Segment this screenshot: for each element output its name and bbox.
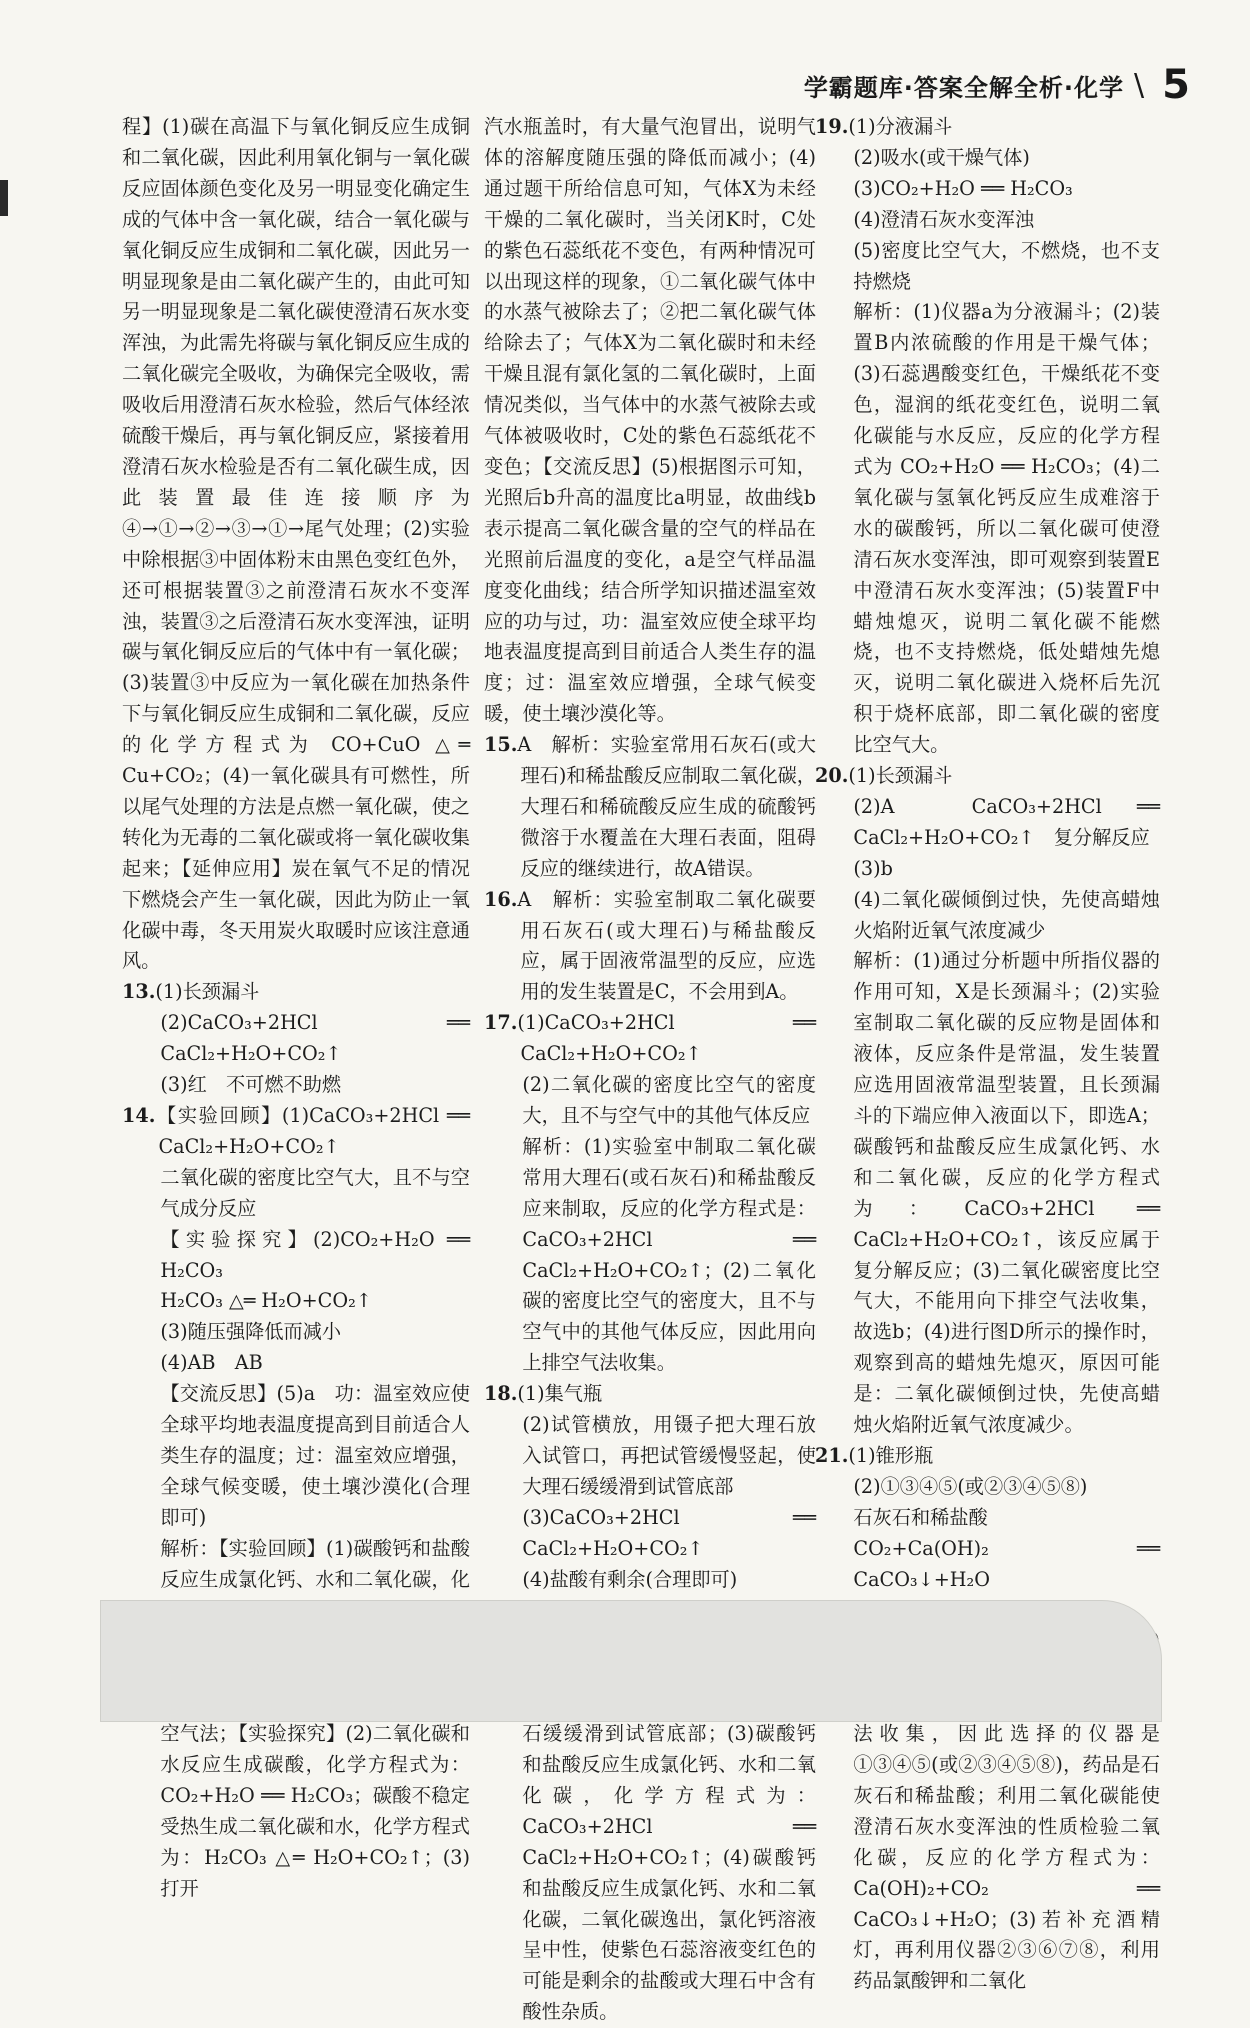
answer-text: (1)锥形瓶: [848, 1444, 933, 1467]
answer-item: [815, 143, 1160, 174]
answer-text: (2)二氧化碳的密度比空气的密度大，且不与空气中的其他气体反应: [522, 1073, 816, 1127]
answer-text: (3)CO₂+H₂O ══ H₂CO₃: [853, 177, 1072, 200]
answer-item: [484, 1410, 816, 1503]
answer-item: [122, 1317, 470, 1348]
answer-item: [122, 977, 470, 1008]
answer-text: (2)A CaCO₃+2HCl ══ CaCl₂+H₂O+CO₂↑ 复分解反应: [853, 795, 1160, 849]
answer-text: (3)b: [853, 857, 892, 880]
answer-text: (4)AB AB: [160, 1351, 262, 1374]
answer-text: (1)分液漏斗: [848, 115, 952, 138]
question-number: 20.: [815, 764, 848, 787]
answer-item: [815, 1534, 1160, 1596]
answer-item: [815, 1472, 1160, 1503]
answer-item: [122, 1070, 470, 1101]
answer-text: (2)①③④⑤(或②③④⑤⑧): [853, 1475, 1087, 1498]
answer-text: 汽水瓶盖时，有大量气泡冒出，说明气体的溶解度随压强的降低而减小；(4)通过题干所给信息可知，气体X为未经干燥的二氧化碳时，当关闭K时，C处的紫色石蕊纸花不变色，有两种情况可以出现这样的现象，①二氧化碳气体中的水蒸气被除去了；②把二氧化碳气体给除去了；气体X为二氧化碳时和未经干燥且混有氯化氢的二氧化碳时，上面情况类似，当气体中的水蒸气被除去或气体被吸收时，C处的紫色石蕊纸花不变色；【交流反思】(5)根据图示可知，光照后b升高的温度比a明显，故曲线b表示提高二氧化碳含量的空气的样品在光照前后温度的变化，a是空气样品温度变化曲线；结合所学知识描述温室效应的功与过，功：温室效应使全球平均地表温度提高到目前适合人类生存的温度；过：温室效应增强，全球气候变暖，使土壤沙漠化等。: [484, 115, 816, 725]
answer-text: A 解析：实验室制取二氧化碳要用石灰石(或大理石)与稀盐酸反应，属于固液常温型的反应，应选用的发生装置是C，不会用到A。: [517, 888, 816, 1004]
answer-text: (4)澄清石灰水变浑浊: [853, 208, 1034, 231]
answer-item: [122, 1286, 470, 1317]
question-number: 16.: [484, 888, 517, 911]
answer-column-2: [484, 112, 816, 2028]
answer-item: [815, 761, 1160, 792]
header-divider: \: [1134, 68, 1144, 103]
question-number: 19.: [815, 115, 848, 138]
answer-item: [815, 1503, 1160, 1534]
answer-text: CO₂+Ca(OH)₂ ══ CaCO₃↓+H₂O: [853, 1537, 1160, 1591]
answer-item: [815, 792, 1160, 854]
page-header: [804, 62, 1190, 108]
answer-text: 【实验回顾】(1)CaCO₃+2HCl ══ CaCl₂+H₂O+CO₂↑: [155, 1104, 470, 1158]
answer-text: (1)长颈漏斗: [848, 764, 952, 787]
question-number: 21.: [815, 1444, 848, 1467]
answer-text: (3)红 不可燃不助燃: [160, 1073, 341, 1096]
question-number: 14.: [122, 1104, 155, 1127]
answer-item: [484, 885, 816, 1009]
answer-text: (3)随压强降低而减小: [160, 1320, 341, 1343]
answer-item: [484, 1132, 816, 1379]
answer-text: (3)CaCO₃+2HCl ══ CaCl₂+H₂O+CO₂↑: [522, 1506, 816, 1560]
answer-item: [122, 1163, 470, 1225]
answer-item: [122, 112, 470, 977]
answer-item: [122, 1348, 470, 1379]
question-number: 15.: [484, 733, 517, 756]
header-title: 学霸题库·答案全解全析·化学: [804, 68, 1124, 103]
page-number: 5: [1162, 62, 1190, 108]
answer-text: 石缓缓滑到试管底部；(3)碳酸钙和盐酸反应生成氯化钙、水和二氧化碳，化学方程式为：CaCO₃+2HCl ══ CaCl₂+H₂O+CO₂↑；(4)碳酸钙和盐酸反应生成氯化钙、水和二氧化碳，二氧化碳逸出，氯化钙溶液呈中性，使紫色石蕊溶液变红色的可能是剩余的盐酸或大理石中含有酸性杂质。: [522, 1599, 816, 2024]
answer-item: [122, 1008, 470, 1070]
answer-text: 【交流反思】(5)a 功：温室效应使全球平均地表温度提高到目前适合人类生存的温度；过：温室效应增强，全球气候变暖，使土壤沙漠化(合理即可): [160, 1382, 470, 1529]
page-edge-mark: [0, 180, 8, 216]
answer-text: (1)集气瓶: [517, 1382, 602, 1405]
answer-item: [815, 236, 1160, 298]
answer-text: 【实验探究】(2)CO₂+H₂O ══ H₂CO₃: [160, 1228, 470, 1282]
answer-item: [484, 730, 816, 885]
answer-item: [484, 112, 816, 730]
answer-item: [815, 1441, 1160, 1472]
answer-text: (1)长颈漏斗: [155, 980, 259, 1003]
answer-text: 解析：(1)实验室中制取二氧化碳常用大理石(或石灰石)和稀盐酸反应来制取，反应的化学方程式是：CaCO₃+2HCl ══ CaCl₂+H₂O+CO₂↑；(2)二氧化碳的密度比空气的密度大，且不与空气中的其他气体反应，因此用向上排空气法收集。: [522, 1135, 816, 1374]
answer-text: 解析：(1)仪器a为分液漏斗；(2)装置B内浓硫酸的作用是干燥气体；(3)石蕊遇酸变红色，干燥纸花不变色，湿润的纸花变红色，说明二氧化碳能与水反应，反应的化学方程式为 CO₂+H₂O ══ H₂CO₃；(4)二氧化碳与氢氧化钙反应生成难溶于水的碳酸钙，所以二氧化碳可使澄清石灰水变浑浊，即可观察到装置E中澄清石灰水变浑浊；(5)装置F中蜡烛熄灭，说明二氧化碳不能燃烧，也不支持燃烧，低处蜡烛先熄灭，说明二氧化碳进入烧杯后先沉积于烧杯底部，即二氧化碳的密度比空气大。: [853, 300, 1160, 756]
footer-panel: [100, 1600, 1162, 1722]
answer-item: [484, 1008, 816, 1070]
answer-text: (2)试管横放，用镊子把大理石放入试管口，再把试管缓慢竖起，使大理石缓缓滑到试管底部: [522, 1413, 816, 1498]
answer-text: 程】(1)碳在高温下与氧化铜反应生成铜和二氧化碳，因此利用氧化铜与一氧化碳反应固体颜色变化及另一明显变化确定生成的气体中含一氧化碳，结合一氧化碳与氧化铜反应生成铜和二氧化碳，因此另一明显现象是由二氧化碳产生的，由此可知另一明显现象是二氧化碳使澄清石灰水变浑浊，为此需先将碳与氧化铜反应生成的二氧化碳完全吸收，为确保完全吸收，需吸收后用澄清石灰水检验，然后气体经浓硫酸干燥后，再与氧化铜反应，紧接着用澄清石灰水检验是否有二氧化碳生成，因此装置最佳连接顺序为④→①→②→③→①→尾气处理；(2)实验中除根据③中固体粉末由黑色变红色外，还可根据装置③之前澄清石灰水不变浑浊，装置③之后澄清石灰水变浑浊，证明碳与氧化铜反应后的气体中有一氧化碳；(3)装置③中反应为一氧化碳在加热条件下与氧化铜反应生成铜和二氧化碳，反应的化学方程式为 CO+CuO △═ Cu+CO₂；(4)一氧化碳具有可燃性，所以尾气处理的方法是点燃一氧化碳，使之转化为无毒的二氧化碳或将一氧化碳收集起来；【延伸应用】炭在氧气不足的情况下燃烧会产生一氧化碳，因此为防止一氧化碳中毒，冬天用炭火取暖时应该注意通风。: [122, 115, 470, 972]
answer-text: (2)吸水(或干燥气体): [853, 146, 1029, 169]
answer-text: 二氧化碳的密度比空气大，且不与空气成分反应: [160, 1166, 470, 1220]
answer-text: 解析：【实验回顾】(1)碳酸钙和盐酸反应生成氯化钙、水和二氧化碳，化 空气法；【实验探究】(2)二氧化碳和水反应生成碳酸，化学方程式为：CO₂+H₂O ══ H₂CO₃；碳酸不稳定受热生成二氧化碳和水，化学方程式为：H₂CO₃ △═ H₂O+CO₂↑；(3)打开: [160, 1537, 470, 1900]
answer-text: 石灰石和稀盐酸: [853, 1506, 987, 1529]
answer-text: H₂CO₃ △═ H₂O+CO₂↑: [160, 1289, 371, 1312]
answer-text: (4)二氧化碳倾倒过快，先使高蜡烛火焰附近氧气浓度减少: [853, 888, 1160, 942]
answer-text: A 解析：实验室常用石灰石(或大理石)和稀盐酸反应制取二氧化碳，大理石和稀硫酸反应生成的硫酸钙微溶于水覆盖在大理石表面，阻碍反应的继续进行，故A错误。: [517, 733, 816, 880]
answer-text: (2)CaCO₃+2HCl ══ CaCl₂+H₂O+CO₂↑: [160, 1011, 470, 1065]
answer-item: [484, 1070, 816, 1132]
answer-text: 解析：(1)通过分析题中所指仪器的作用可知，X是长颈漏斗；(2)实验室制取二氧化碳的反应物是固体和液体，反应条件是常温，发生装置应选用固液常温型装置，且长颈漏斗的下端应伸入液面以下，即选A；碳酸钙和盐酸反应生成氯化钙、水和二氧化碳，反应的化学方程式为：CaCO₃+2HCl ══ CaCl₂+H₂O+CO₂↑，该反应属于复分解反应；(3)二氧化碳密度比空气大，不能用向下排空气法收集，故选b；(4)进行图D所示的操作时，观察到高的蜡烛先熄灭，原因可能是：二氧化碳倾倒过快，先使高蜡烛火焰附近氧气浓度减少。: [853, 949, 1160, 1436]
answer-item: [815, 297, 1160, 761]
answer-item: [122, 1101, 470, 1163]
answer-item: [815, 174, 1160, 205]
answer-item: [815, 946, 1160, 1441]
answer-item: [122, 1379, 470, 1534]
answer-item: [815, 205, 1160, 236]
answer-text: 法收集，因此选择的仪器是①③④⑤(或②③④⑤⑧)，药品是石灰石和稀盐酸；利用二氧化碳能使澄清石灰水变浑浊的性质检验二氧化碳，反应的化学方程式为：Ca(OH)₂+CO₂ ══ CaCO₃↓+H₂O；(3)若补充酒精灯，再利用仪器②③⑥⑦⑧，利用药品氯酸钾和二氧化: [853, 1629, 1160, 1992]
answer-text: (1)CaCO₃+2HCl ══ CaCl₂+H₂O+CO₂↑: [517, 1011, 816, 1065]
question-number: 18.: [484, 1382, 517, 1405]
question-number: 17.: [484, 1011, 517, 1034]
answer-item: [815, 112, 1160, 143]
answer-item: [484, 1565, 816, 1596]
question-number: 13.: [122, 980, 155, 1003]
answer-item: [484, 1379, 816, 1410]
answer-item: [815, 854, 1160, 885]
answer-text: (4)盐酸有剩余(合理即可): [522, 1568, 737, 1591]
answer-item: [484, 1503, 816, 1565]
answer-item: [815, 885, 1160, 947]
answer-item: [122, 1225, 470, 1287]
answer-text: (5)密度比空气大，不燃烧，也不支持燃烧: [853, 239, 1160, 293]
